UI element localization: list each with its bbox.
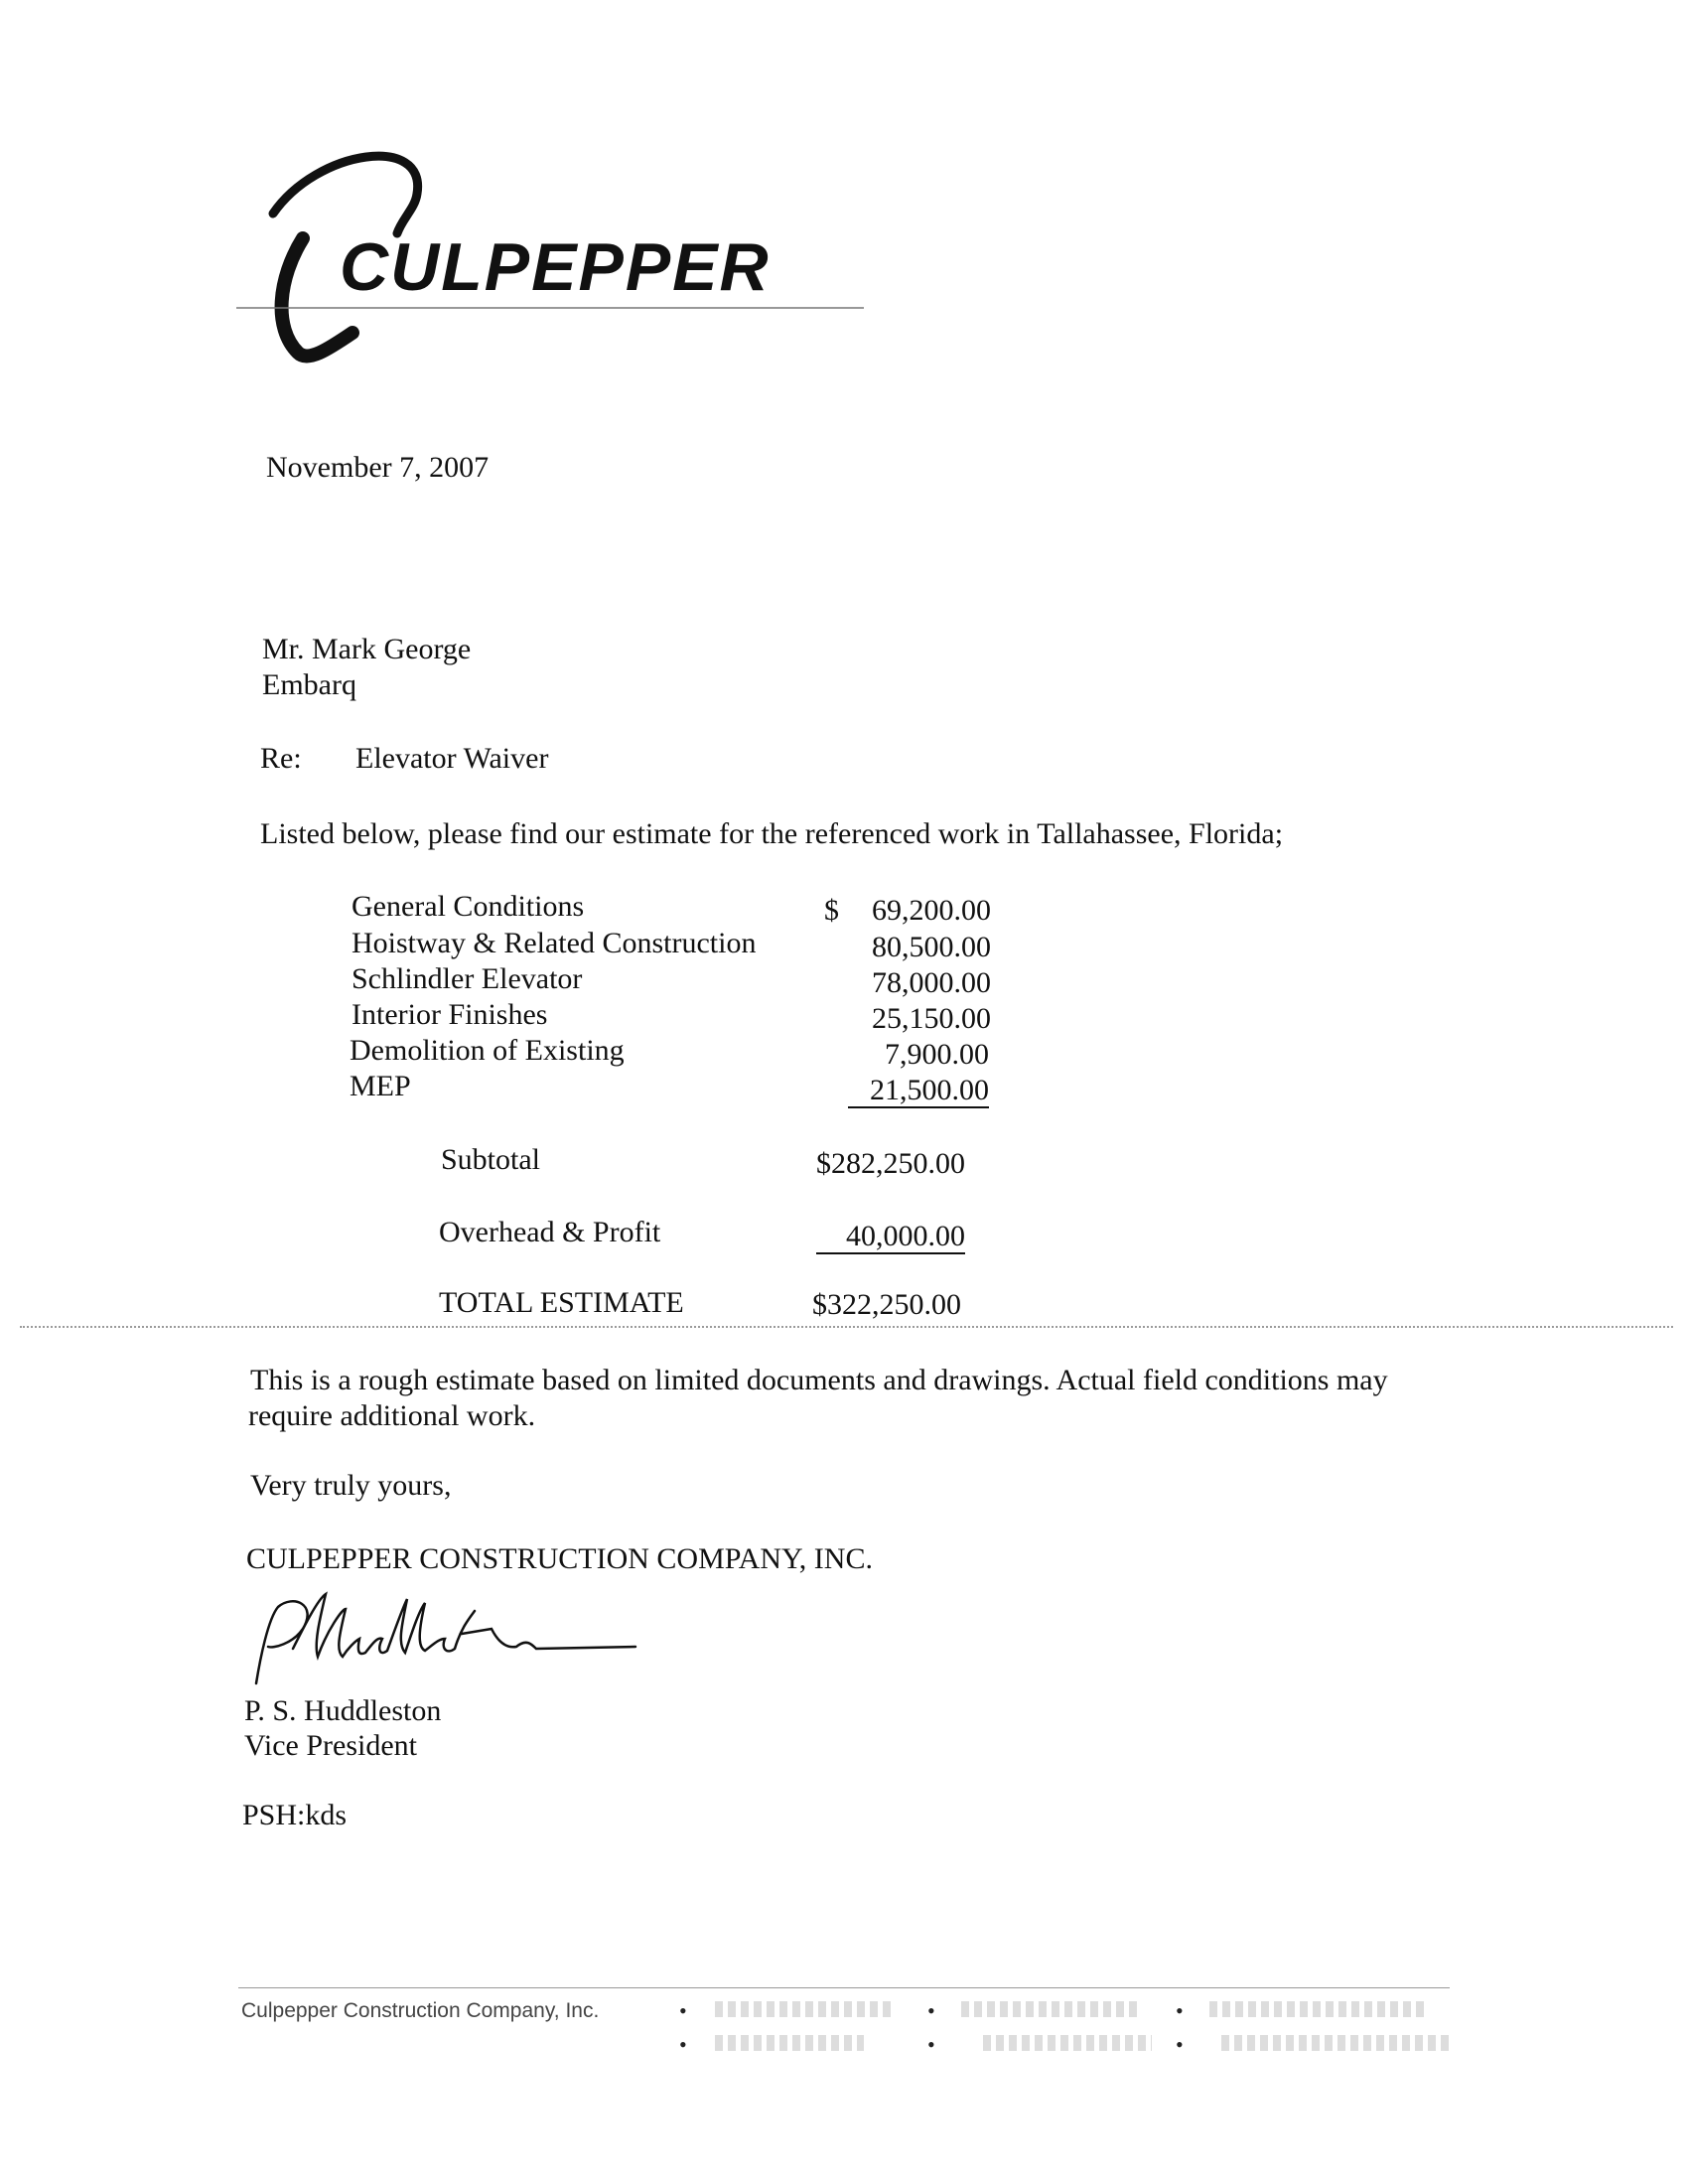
subtotal-label: Subtotal	[441, 1143, 541, 1176]
estimate-item-amount: 80,500.00	[872, 931, 991, 963]
recipient-company: Embarq	[262, 668, 356, 701]
estimate-item-label: Interior Finishes	[352, 998, 548, 1031]
intro-paragraph: Listed below, please find our estimate for the referenced work in Tallahassee, Florida;	[260, 817, 1284, 850]
estimate-item-amount: 7,900.00	[885, 1038, 989, 1071]
footer-company: Culpepper Construction Company, Inc.	[241, 1999, 600, 2022]
recipient-name: Mr. Mark George	[262, 633, 472, 665]
footer-rule	[238, 1987, 1450, 1988]
overhead-amount: 40,000.00	[816, 1221, 965, 1254]
subtotal-amount: $282,250.00	[816, 1147, 965, 1180]
reference-initials: PSH:kds	[242, 1799, 348, 1831]
footer-faded-text	[983, 2035, 1152, 2051]
footer-faded-text	[1221, 2035, 1450, 2051]
overhead-amount-cell	[816, 1219, 965, 1254]
closing: Very truly yours,	[250, 1469, 452, 1502]
subject-label: Re:	[260, 742, 302, 775]
footer-bullet: •	[927, 1998, 935, 2023]
estimate-item-amount: 78,000.00	[872, 966, 991, 999]
signatory-title: Vice President	[244, 1729, 417, 1762]
estimate-item-label: Demolition of Existing	[350, 1034, 625, 1067]
note-line-1: This is a rough estimate based on limited documents and drawings. Actual field conditions may	[250, 1364, 1388, 1396]
estimate-item-amount-underlined	[800, 1073, 989, 1108]
footer-bullet: •	[927, 2032, 935, 2057]
estimate-item-label: General Conditions	[352, 890, 585, 923]
scan-divider	[20, 1326, 1673, 1328]
estimate-item-label: MEP	[350, 1070, 411, 1102]
signature	[248, 1589, 645, 1688]
currency-symbol: $	[824, 894, 839, 927]
signature-scribble-icon	[248, 1589, 645, 1688]
mep-amount: 21,500.00	[848, 1075, 989, 1108]
footer-bullet: •	[1176, 2032, 1184, 2057]
letter-date: November 7, 2007	[266, 451, 490, 484]
letterhead-logo	[228, 139, 894, 367]
footer-bullet: •	[679, 2032, 687, 2057]
total-label: TOTAL ESTIMATE	[439, 1286, 684, 1319]
footer-faded-text	[715, 2035, 864, 2051]
estimate-item-label: Schlindler Elevator	[352, 962, 583, 995]
total-amount: $322,250.00	[812, 1288, 961, 1321]
note-line-2: require additional work.	[248, 1399, 536, 1432]
footer-faded-text	[1209, 2001, 1428, 2017]
footer-bullet: •	[1176, 1998, 1184, 2023]
overhead-label: Overhead & Profit	[439, 1216, 661, 1248]
signatory-company: CULPEPPER CONSTRUCTION COMPANY, INC.	[246, 1542, 873, 1575]
signatory-name: P. S. Huddleston	[244, 1694, 442, 1727]
footer-faded-text	[961, 2001, 1140, 2017]
footer-faded-text	[715, 2001, 894, 2017]
logo-wordmark: CULPEPPER	[340, 229, 771, 305]
estimate-item-amount: 69,200.00	[872, 894, 991, 927]
subject-text: Elevator Waiver	[355, 742, 549, 775]
estimate-item-amount: 25,150.00	[872, 1002, 991, 1035]
footer-bullet: •	[679, 1998, 687, 2023]
estimate-item-label: Hoistway & Related Construction	[352, 927, 757, 959]
